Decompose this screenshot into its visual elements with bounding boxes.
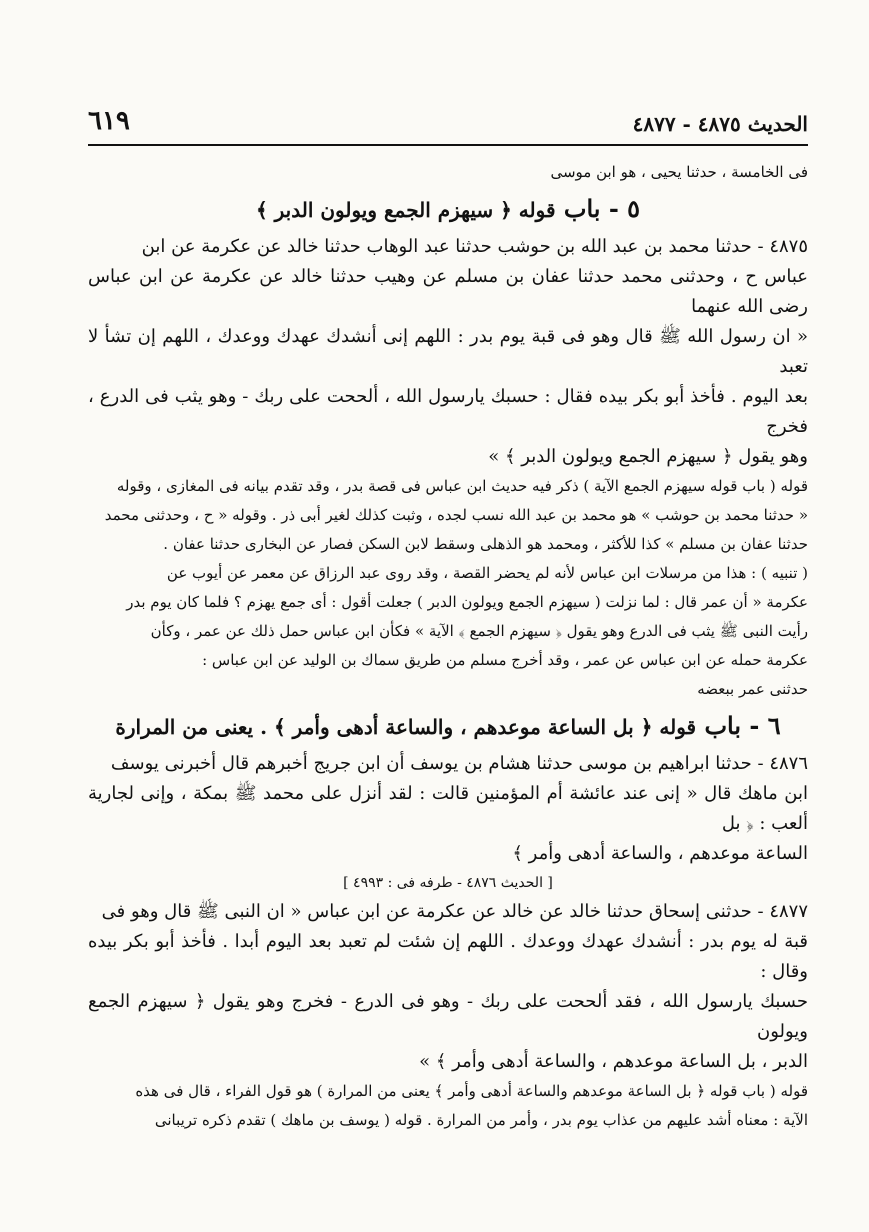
page-header: [88, 100, 808, 146]
commentary-line: قوله ( باب قوله ﴿ بل الساعة موعدهم والساعة أدهى وأمر ﴾ يعنى من المرارة ) هو قول الفراء ، قال فى هذه: [135, 1082, 808, 1100]
chapter-number: ٥ - باب: [555, 194, 641, 223]
commentary-line: رأيت النبى ﷺ يثب فى الدرع وهو يقول ﴿ سيهزم الجمع ﴾ الآية » فكأن ابن عباس حمل ذلك عن عمر ، وكأن: [150, 622, 808, 640]
chapter-heading: [88, 191, 808, 228]
hadith-text-line: قبة له يوم بدر : أنشدك عهدك ووعدك . اللهم إن شئت لم تعبد بعد اليوم أبدا . فأخذ أبو بكر بيده وقال :: [88, 931, 808, 982]
hadith-text-line: ٤٨٧٦ - حدثنا ابراهيم بن موسى حدثنا هشام بن يوسف أن ابن جريج أخبرهم قال أخبرنى يوسف: [110, 753, 808, 774]
hadith-text-line: « ان رسول الله ﷺ قال وهو فى قبة يوم بدر : اللهم إنى أنشدك عهدك ووعدك ، اللهم إن تشأ لا تعبد: [88, 326, 808, 377]
chapter-number: ٦ - باب: [696, 711, 781, 740]
commentary-line: قوله ( باب قوله سيهزم الجمع الآية ) ذكر فيه حديث ابن عباس فى قصة بدر ، وقد تقدم بيانه فى المغازى ، وقوله: [116, 477, 808, 495]
chapter-heading: [88, 708, 808, 745]
commentary-line: الآية : معناه أشد عليهم من عذاب يوم بدر ، وأمر من المرارة . قوله ( يوسف بن ماهك ) تقدم ذكره تريبانى: [154, 1111, 808, 1129]
commentary-line: « حدثنا محمد بن حوشب » هو محمد بن عبد الله نسب لجده ، وثبت كذلك لغير أبى ذر . وقوله « ح ، وحدثنى محمد: [104, 506, 808, 524]
chapter-title: قوله ﴿ بل الساعة موعدهم ، والساعة أدهى وأمر ﴾ . يعنى من المرارة: [115, 715, 697, 739]
page-number: ٦١٩: [88, 106, 130, 136]
hadith-text-line: بعد اليوم . فأخذ أبو بكر بيده فقال : حسبك يارسول الله ، ألححت على ربك - وهو يثب فى الدرع ، فخرج: [88, 386, 808, 437]
hadith-text-line: عباس ح ، وحدثنى محمد حدثنا عفان بن مسلم عن وهيب حدثنا خالد عن عكرمة عن ابن عباس رضى الله عنهما: [88, 266, 808, 317]
hadith-text-line: ٤٨٧٥ - حدثنا محمد بن عبد الله بن حوشب حدثنا عبد الوهاب حدثنا خالد عن عكرمة عن ابن: [141, 236, 808, 257]
book-page: [88, 100, 808, 1135]
page-body: [88, 146, 808, 1135]
commentary-line: عكرمة حمله عن ابن عباس عن عمر ، وقد أخرج مسلم من طريق سماك بن الوليد عن ابن عباس :: [202, 651, 808, 669]
commentary-line: حدثنى عمر ببعضه: [697, 680, 808, 698]
hadith-text-line: ابن ماهك قال « إنى عند عائشة أم المؤمنين قالت : لقد أنزل على محمد ﷺ بمكة ، وإنى لجارية ألعب : ﴿ بل: [88, 783, 808, 834]
hadith-text-line: وهو يقول ﴿ سيهزم الجمع ويولون الدبر ﴾ »: [488, 446, 808, 467]
commentary-line: عكرمة « أن عمر قال : لما نزلت ( سيهزم الجمع ويولون الدبر ) جعلت أقول : أى جمع يهزم ؟ فلما كان يوم بدر: [126, 593, 808, 611]
chapter-title: قوله ﴿ سيهزم الجمع ويولون الدبر ﴾: [255, 198, 556, 222]
commentary-line: فى الخامسة ، حدثنا يحيى ، هو ابن موسى: [550, 163, 808, 181]
commentary-line: حدثنا عفان بن مسلم » كذا للأكثر ، ومحمد هو الذهلى وسقط لابن السكن فصار عن البخارى حدثنا عفان .: [163, 535, 808, 553]
hadith-text-line: الدبر ، بل الساعة موعدهم ، والساعة أدهى وأمر ﴾ »: [419, 1051, 808, 1072]
hadith-text-line: ٤٨٧٧ - حدثنى إسحاق حدثنا خالد عن خالد عن عكرمة عن ابن عباس « ان النبى ﷺ قال وهو فى: [101, 901, 808, 922]
hadith-text-line: حسبك يارسول الله ، فقد ألححت على ربك - وهو فى الدرع - فخرج وهو يقول ﴿ سيهزم الجمع ويولون: [88, 991, 808, 1042]
hadith-text-line: الساعة موعدهم ، والساعة أدهى وأمر ﴾: [512, 843, 808, 864]
hadith-reference: [ الحديث ٤٨٧٦ - طرفه فى : ٤٩٩٣ ]: [343, 875, 553, 891]
hadith-range: الحديث ٤٨٧٥ - ٤٨٧٧: [632, 112, 808, 136]
commentary-line: ( تنبيه ) : هذا من مرسلات ابن عباس لأنه لم يحضر القصة ، وقد روى عبد الرزاق عن معمر عن أيوب عن: [166, 564, 808, 582]
